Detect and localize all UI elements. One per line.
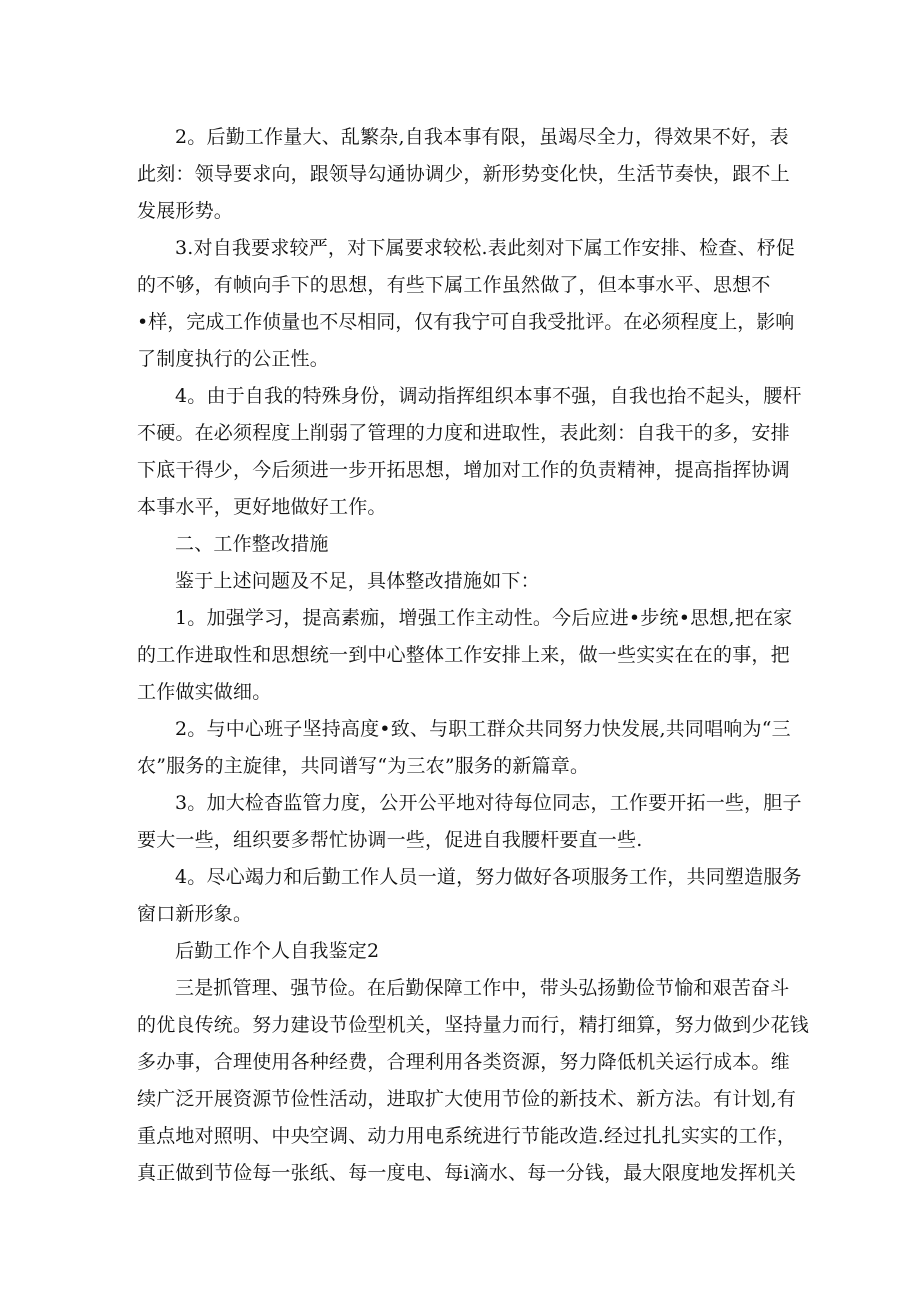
document-body [137, 119, 810, 1192]
section-intro: 鉴于上述问题及不足，具体整改措施如下： [175, 570, 540, 592]
measure-2-line-1: 2。与中心班子坚持高度•致、与职工群众共同努力快发展,共同唱响为“三 [175, 718, 791, 740]
final-paragraph-line-5: 重点地对照明、中央空调、动力用电系统进行节能改造.经过扎扎实实的工作， [137, 1125, 797, 1147]
measure-4-line-2: 窗口新形象。 [137, 903, 253, 925]
paragraph-2-line-3: 发展形势。 [137, 200, 234, 222]
measure-3-line-1: 3。加大检杳监管力度，公开公平地对待每位同志，工作要开拓一些，胆子 [175, 792, 802, 814]
final-paragraph-line-4: 续广泛开展资源节俭性活动，进取扩大使用节俭的新技术、新方法。有计划,有 [137, 1088, 797, 1110]
paragraph-4-line-4: 本事水平，更好地做好工作。 [137, 496, 387, 518]
final-paragraph-line-3: 多办事，合理使用各种经费，合理利用各类资源，努力降低机关运行成本。维 [137, 1051, 790, 1073]
measure-1-line-1: 1。加强学习，提高素痂，增强工作主动性。今后应进•步统•思想,把在家 [175, 607, 793, 629]
measure-1-line-2: 的工作进取性和思想统一到中心整体工作安排上来，做一些实实在在的事，把 [137, 644, 790, 666]
measure-4-line-1: 4。尽心竭力和后勤工作人员一道，努力做好各项服务工作，共同塑造服务 [175, 866, 802, 888]
section-heading-work-rectification: 二、工作整改措施 [175, 533, 329, 555]
paragraph-3-line-1: 3.对自我要求较严，对下属要求较松.表此刻对下属工作安排、检查、杼促 [175, 237, 795, 259]
paragraph-4-line-1: 4。由于自我的特殊身份，调动指挥组织本事不强，自我也抬不起头，腰杆 [175, 385, 802, 407]
paragraph-3-line-4: 了制度执行的公正性。 [137, 348, 330, 370]
final-paragraph-line-6: 真正做到节俭每一张纸、每一度电、每i滴水、每一分钱，最大限度地发挥机关 [137, 1162, 797, 1184]
paragraph-2-line-1: 2。后勤工作量大、乱繁杂,自我本事有限，虽竭尽全力，得效果不好，表 [175, 126, 789, 148]
paragraph-4-line-2: 不硬。在必须程度上削弱了管理的力度和进取性，表此刻：自我干的多，安排 [137, 422, 790, 444]
measure-2-line-2: 农”服务的主旋律，共同谱写“为三农”服务的新篇章。 [137, 755, 590, 777]
paragraph-4-line-3: 下底干得少，今后须进一步开拓思想，增加对工作的负责精神，提高指挥协调 [137, 459, 790, 481]
subtitle-self-appraisal-2: 后勤工作个人自我鉴定2 [175, 940, 380, 962]
final-paragraph-line-2: 的优良传统。努力建设节俭型机关，坚持量力而行，精打细算，努力做到少花钱 [137, 1014, 810, 1036]
paragraph-3-line-3: •样，完成工作侦量也不尽相同，仅有我宁可自我受批评。在必须程度上，影响 [137, 311, 795, 333]
measure-1-line-3: 工作做实做细。 [137, 681, 272, 703]
final-paragraph-line-1: 三是抓管理、强节俭。在后勤保障工作中，带头弘扬勤俭节愉和艰苦奋斗 [175, 977, 790, 999]
measure-3-line-2: 要大一些，组织要多帮忙协调一些，促进自我腰杆要直一些. [137, 829, 643, 851]
paragraph-3-line-2: 的不够，有帧向手下的思想，有些下属工作虽然做了，但本事水平、思想不 [137, 274, 771, 296]
paragraph-2-line-2: 此刻：领导要求向，跟领导勾通协调少，新形势变化快，生活节奏快，跟不上 [137, 163, 790, 185]
